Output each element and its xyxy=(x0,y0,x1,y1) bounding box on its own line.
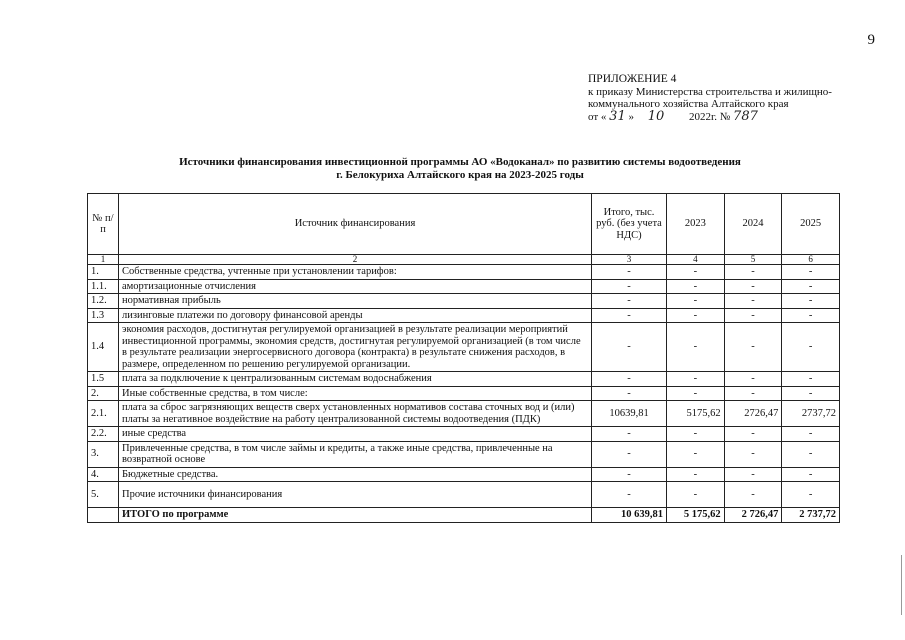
row-2023: - xyxy=(667,441,725,467)
row-2024: - xyxy=(724,386,782,401)
row-2024: - xyxy=(724,467,782,482)
row-2025: - xyxy=(782,308,840,323)
row-number: 3. xyxy=(88,441,119,467)
table-row xyxy=(88,401,840,427)
row-2023: - xyxy=(667,386,725,401)
table-row xyxy=(88,467,840,482)
row-number: 1.1. xyxy=(88,279,119,294)
row-2024: - xyxy=(724,294,782,309)
total-row-2025: 2 737,72 xyxy=(782,508,840,523)
total-row-label: ИТОГО по программе xyxy=(119,508,592,523)
column-index: 4 xyxy=(667,255,725,265)
row-2023: - xyxy=(667,482,725,508)
column-index: 2 xyxy=(119,255,592,265)
table-row xyxy=(88,372,840,387)
title-line-1: Источники финансирования инвестиционной программы АО «Водоканал» по развитию системы водоотведения xyxy=(179,156,741,168)
row-number: 2. xyxy=(88,386,119,401)
row-number: 1.3 xyxy=(88,308,119,323)
row-2024: 2726,47 xyxy=(724,401,782,427)
table-row xyxy=(88,279,840,294)
row-2025: - xyxy=(782,265,840,280)
row-source: лизинговые платежи по договору финансовой аренды xyxy=(119,308,592,323)
appendix-block xyxy=(588,73,832,123)
header-num: № п/п xyxy=(88,194,119,255)
title-line-2: г. Белокуриха Алтайского края на 2023-2025 годы xyxy=(336,169,584,181)
table-row xyxy=(88,441,840,467)
row-source: плата за подключение к централизованным системам водоснабжения xyxy=(119,372,592,387)
total-row-2023: 5 175,62 xyxy=(667,508,725,523)
row-source: Прочие источники финансирования xyxy=(119,482,592,508)
table-row xyxy=(88,294,840,309)
column-index: 3 xyxy=(592,255,667,265)
total-row-total: 10 639,81 xyxy=(592,508,667,523)
row-2024: - xyxy=(724,323,782,372)
row-total: - xyxy=(592,323,667,372)
row-2023: - xyxy=(667,427,725,442)
table-header-row xyxy=(88,194,840,255)
row-2025: - xyxy=(782,482,840,508)
document-title xyxy=(0,156,905,182)
row-source: Бюджетные средства. xyxy=(119,467,592,482)
row-2024: - xyxy=(724,265,782,280)
page-number: 9 xyxy=(867,32,875,48)
row-source: иные средства xyxy=(119,427,592,442)
row-source: нормативная прибыль xyxy=(119,294,592,309)
total-row-2024: 2 726,47 xyxy=(724,508,782,523)
header-total: Итого, тыс. руб. (без учета НДС) xyxy=(592,194,667,255)
row-2025: - xyxy=(782,279,840,294)
row-2025: - xyxy=(782,441,840,467)
column-index: 1 xyxy=(88,255,119,265)
row-source: амортизационные отчисления xyxy=(119,279,592,294)
row-2023: - xyxy=(667,372,725,387)
scan-edge-line xyxy=(901,555,902,615)
financing-table xyxy=(87,193,840,523)
row-number: 1.4 xyxy=(88,323,119,372)
column-index-row xyxy=(88,255,840,265)
table-total-row xyxy=(88,508,840,523)
table-row xyxy=(88,427,840,442)
row-total: - xyxy=(592,467,667,482)
appendix-line-ministry: коммунального хозяйства Алтайского края xyxy=(588,98,789,110)
table-row xyxy=(88,265,840,280)
row-source: экономия расходов, достигнутая регулируемой организацией в результате реализации мероприятий инвестиционной программы, экономия средств, достигнутая регулируемой организацией (в том числе в результате реализации энергосервисного договора (контракта) в результате снижения расходов, в размере, определенном по решению регулируемой организации. xyxy=(119,323,592,372)
date-mid: » xyxy=(628,110,634,123)
total-row-number xyxy=(88,508,119,523)
row-total: - xyxy=(592,279,667,294)
row-source: Привлеченные средства, в том числе займы и кредиты, а также иные средства, привлеченные на возвратной основе xyxy=(119,441,592,467)
row-2024: - xyxy=(724,308,782,323)
row-number: 1. xyxy=(88,265,119,280)
row-2024: - xyxy=(724,372,782,387)
row-number: 2.1. xyxy=(88,401,119,427)
row-source: Собственные средства, учтенные при установлении тарифов: xyxy=(119,265,592,280)
row-2025: - xyxy=(782,427,840,442)
row-2025: - xyxy=(782,294,840,309)
row-number: 2.2. xyxy=(88,427,119,442)
row-2025: - xyxy=(782,372,840,387)
appendix-date-line xyxy=(588,108,832,124)
row-2023: - xyxy=(667,279,725,294)
row-number: 5. xyxy=(88,482,119,508)
row-2025: - xyxy=(782,386,840,401)
row-2024: - xyxy=(724,279,782,294)
row-2023: - xyxy=(667,294,725,309)
row-total: - xyxy=(592,427,667,442)
row-total: - xyxy=(592,386,667,401)
table-row xyxy=(88,308,840,323)
row-2023: - xyxy=(667,323,725,372)
row-source: плата за сброс загрязняющих веществ сверх установленных нормативов состава сточных вод и (или) платы за негативное воздействие на работу централизованной системы водоотведения (ПДК) xyxy=(119,401,592,427)
row-2023: 5175,62 xyxy=(667,401,725,427)
row-total: - xyxy=(592,265,667,280)
row-2023: - xyxy=(667,467,725,482)
handwritten-day: 31 xyxy=(609,108,626,124)
row-number: 4. xyxy=(88,467,119,482)
header-2023: 2023 xyxy=(667,194,725,255)
row-total: - xyxy=(592,308,667,323)
handwritten-order-number: 787 xyxy=(733,108,758,124)
row-total: - xyxy=(592,482,667,508)
table-row xyxy=(88,482,840,508)
date-year: 2022г. № xyxy=(689,110,731,123)
row-2024: - xyxy=(724,427,782,442)
row-source: Иные собственные средства, в том числе: xyxy=(119,386,592,401)
header-source: Источник финансирования xyxy=(119,194,592,255)
row-total: 10639,81 xyxy=(592,401,667,427)
row-total: - xyxy=(592,372,667,387)
row-2024: - xyxy=(724,441,782,467)
row-total: - xyxy=(592,294,667,309)
row-2024: - xyxy=(724,482,782,508)
appendix-title: ПРИЛОЖЕНИЕ 4 xyxy=(588,73,677,85)
column-index: 6 xyxy=(782,255,840,265)
row-total: - xyxy=(592,441,667,467)
row-2023: - xyxy=(667,308,725,323)
row-2025: 2737,72 xyxy=(782,401,840,427)
handwritten-month: 10 xyxy=(647,108,665,124)
row-2025: - xyxy=(782,323,840,372)
header-2024: 2024 xyxy=(724,194,782,255)
row-2023: - xyxy=(667,265,725,280)
column-index: 5 xyxy=(724,255,782,265)
header-2025: 2025 xyxy=(782,194,840,255)
appendix-line-order: к приказу Министерства строительства и жилищно- xyxy=(588,85,832,98)
row-number: 1.5 xyxy=(88,372,119,387)
table-row xyxy=(88,386,840,401)
row-2025: - xyxy=(782,467,840,482)
row-number: 1.2. xyxy=(88,294,119,309)
date-prefix: от « xyxy=(588,110,607,123)
table-row xyxy=(88,323,840,372)
